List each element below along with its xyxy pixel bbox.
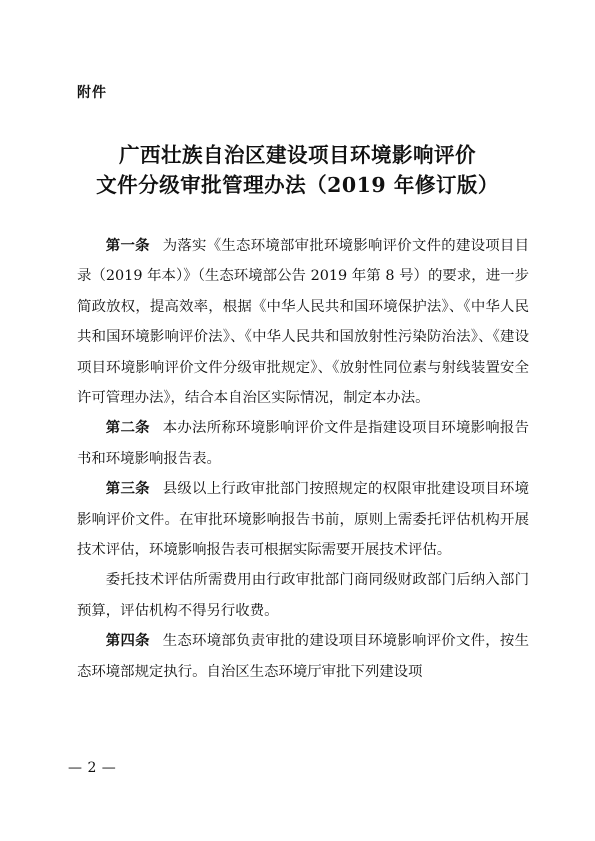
- attachment-label: 附件: [77, 85, 107, 101]
- article-3: [77, 474, 529, 565]
- page-number: — 2 —: [68, 760, 117, 776]
- article-3-paragraph-2: [77, 565, 529, 626]
- article-heading: 第三条: [105, 481, 150, 498]
- document-title-line-2: 文件分级审批管理办法（2019 年修订版）: [96, 173, 499, 197]
- paragraph-text: 委托技术评估所需费用由行政审批部门商同级财政部门后纳入部门预算，评估机构不得另行收费。: [77, 572, 529, 619]
- article-heading: 第四条: [105, 633, 150, 650]
- document-body: [77, 231, 529, 687]
- article-2: [77, 413, 529, 474]
- article-text: 为落实《生态环境部审批环境影响评价文件的建设项目目录（2019 年本）》（生态环境部公告 2019 年第 8 号）的要求，进一步简政放权，提高效率，根据《中华人民共和国环境保护法》、《中华人民共和国环境影响评价法》、《中华人民共和国放射性污染防治法》、《建设项目环境影响评价文件分级审批规定》、《放射性同位素与射线装置安全许可管理办法》，结合本自治区实际情况，制定本办法。: [77, 238, 529, 407]
- article-4: [77, 626, 529, 687]
- document-title-line-1: 广西壮族自治区建设项目环境影响评价: [119, 143, 476, 167]
- article-text: 生态环境部负责审批的建设项目环境影响评价文件，按生态环境部规定执行。自治区生态环境厅审批下列建设项: [77, 633, 529, 680]
- article-text: 县级以上行政审批部门按照规定的权限审批建设项目环境影响评价文件。在审批环境影响报告书前，原则上需委托评估机构开展技术评估，环境影响报告表可根据实际需要开展技术评估。: [77, 481, 529, 559]
- article-heading: 第二条: [105, 420, 150, 437]
- article-1: [77, 231, 529, 413]
- article-text: 本办法所称环境影响评价文件是指建设项目环境影响报告书和环境影响报告表。: [77, 420, 529, 467]
- article-heading: 第一条: [105, 238, 150, 254]
